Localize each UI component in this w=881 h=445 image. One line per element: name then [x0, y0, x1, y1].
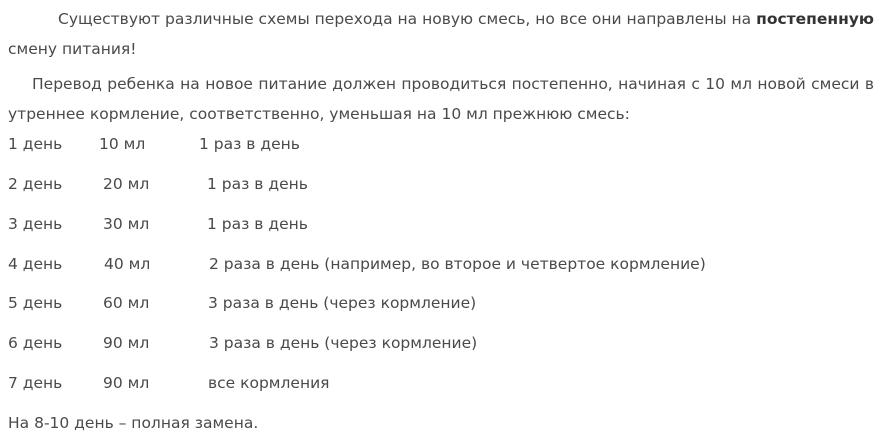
- schedule-amount: 30 мл: [103, 215, 150, 233]
- schedule-frequency: 3 раза в день (через кормление): [209, 334, 478, 352]
- schedule-frequency: 2 раза в день (например, во второе и четвертое кормление): [209, 255, 706, 273]
- schedule-amount: 90 мл: [103, 374, 150, 392]
- schedule-frequency: 1 раз в день: [207, 175, 308, 193]
- schedule-frequency: 1 раз в день: [199, 135, 300, 153]
- schedule-amount: 20 мл: [103, 175, 150, 193]
- schedule-amount: 10 мл: [99, 135, 146, 153]
- schedule-amount: 40 мл: [104, 255, 151, 273]
- schedule-day: 6 день: [8, 334, 63, 352]
- schedule-frequency: все кормления: [208, 374, 330, 392]
- schedule-day: 7 день: [8, 374, 63, 392]
- schedule-amount: 90 мл: [103, 334, 150, 352]
- schedule-day: 5 день: [8, 294, 63, 312]
- intro-text-end: смену питания!: [8, 40, 137, 58]
- conclusion-text: На 8-10 день – полная замена.: [8, 414, 259, 432]
- intro-text-start: Существуют различные схемы перехода на новую смесь, но все они направлены на: [58, 10, 752, 28]
- schedule-day: 2 день: [8, 175, 63, 193]
- schedule-day: 1 день: [8, 135, 63, 153]
- schedule-day: 3 день: [8, 215, 63, 233]
- schedule-frequency: 3 раза в день (через кормление): [208, 294, 477, 312]
- schedule-day: 4 день: [8, 255, 63, 273]
- schedule-frequency: 1 раз в день: [207, 215, 308, 233]
- schedule-amount: 60 мл: [103, 294, 150, 312]
- intro-emphasis: постепенную: [756, 10, 874, 28]
- instruction-paragraph: Перевод ребенка на новое питание должен проводиться постепенно, начиная с 10 мл новой смеси в утреннее кормление, соответственно, уменьшая на 10 мл прежнюю смесь:: [8, 75, 874, 123]
- intro-paragraph: [8, 4, 874, 64]
